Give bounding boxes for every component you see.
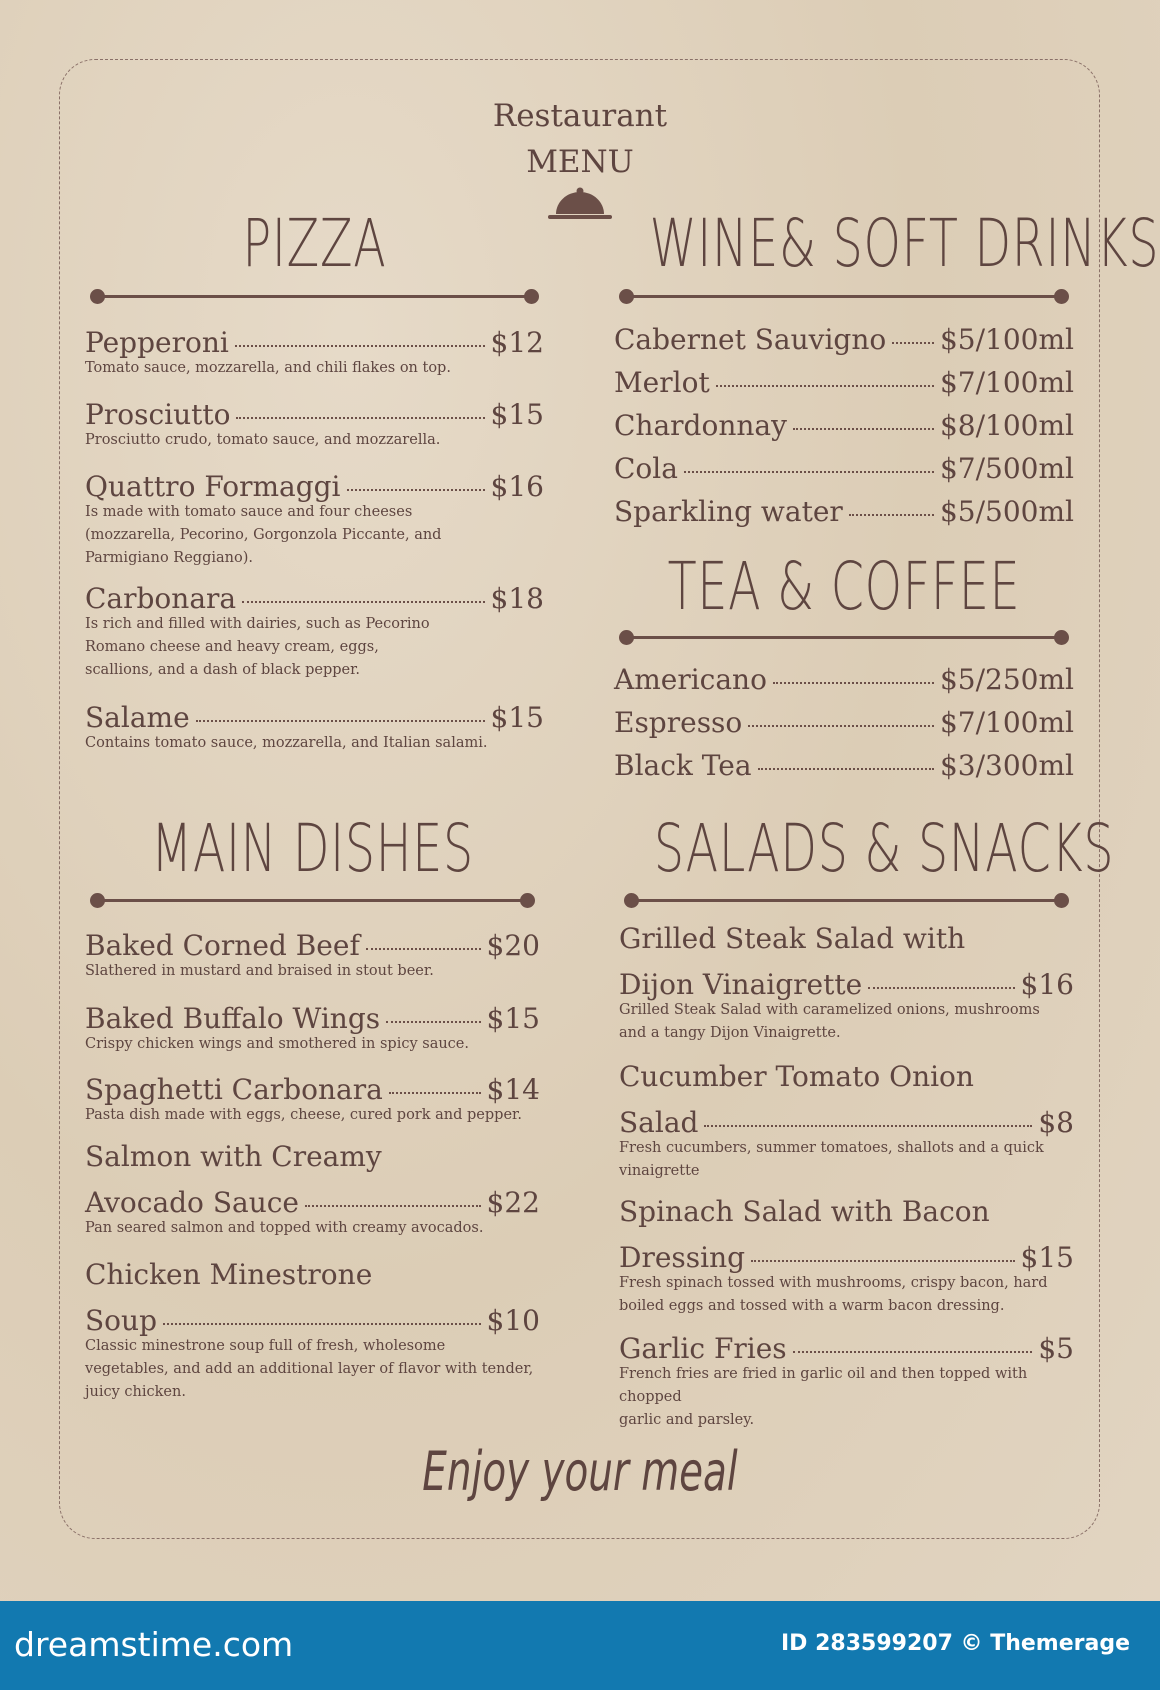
item-name: Cola xyxy=(614,452,678,485)
dot-leader xyxy=(366,948,481,950)
description-line: Is made with tomato sauce and four cheeses xyxy=(85,504,413,520)
dot-leader xyxy=(242,601,484,603)
item-name: Dressing xyxy=(619,1241,746,1274)
dot-leader xyxy=(849,514,934,516)
item-price: $18 xyxy=(490,582,544,615)
menu-item[interactable] xyxy=(619,1329,1074,1432)
item-price: $5 xyxy=(1038,1332,1074,1365)
item-price: $15 xyxy=(1020,1241,1074,1274)
description-line: scallions, and a dash of black pepper. xyxy=(85,662,361,678)
footer-brand[interactable]: dreamstime.com xyxy=(14,1625,294,1664)
dot-leader xyxy=(389,1092,481,1094)
item-row xyxy=(614,406,1074,446)
item-name: Chicken Minestrone xyxy=(85,1258,373,1291)
item-name: Prosciutto xyxy=(85,398,231,431)
item-price: $16 xyxy=(490,470,544,503)
item-price: $5/250ml xyxy=(939,663,1074,696)
dot-leader xyxy=(684,471,934,473)
dot-leader xyxy=(892,342,934,344)
item-name: Avocado Sauce xyxy=(85,1186,299,1219)
section-heading-main: MAIN DISHES xyxy=(151,810,474,887)
description-line: Pan seared salmon and topped with creamy avocados. xyxy=(85,1220,484,1236)
item-description xyxy=(619,1363,1074,1432)
item-name: Spaghetti Carbonara xyxy=(85,1073,383,1106)
restaurant-title: Restaurant xyxy=(492,98,668,134)
item-price: $15 xyxy=(490,398,544,431)
item-price: $10 xyxy=(486,1304,540,1337)
closing-message: Enjoy your meal xyxy=(422,1440,738,1503)
item-description xyxy=(85,732,544,755)
item-description xyxy=(85,357,544,380)
description-line: Slathered in mustard and braised in stout beer. xyxy=(85,963,434,979)
description-line: French fries are fried in garlic oil and then topped with chopped xyxy=(619,1366,1028,1405)
item-description xyxy=(85,1104,540,1127)
description-line: Crispy chicken wings and smothered in spicy sauce. xyxy=(85,1036,469,1052)
item-name: Soup xyxy=(85,1304,157,1337)
description-line: Fresh cucumbers, summer tomatoes, shallots and a quick xyxy=(619,1140,1044,1156)
menu-item[interactable] xyxy=(614,703,1074,743)
item-name: Merlot xyxy=(614,366,710,399)
cloche-icon xyxy=(546,186,614,222)
menu-item[interactable] xyxy=(614,449,1074,489)
item-price: $5/100ml xyxy=(939,323,1074,356)
section-heading-tea: TEA & COFFEE xyxy=(667,548,1021,625)
section-heading-salads: SALADS & SNACKS xyxy=(653,810,1115,887)
section-heading-pizza: PIZZA xyxy=(242,205,387,282)
menu-item[interactable] xyxy=(85,323,544,380)
item-name: Grilled Steak Salad with xyxy=(619,922,966,955)
item-row xyxy=(614,363,1074,403)
item-name: Quattro Formaggi xyxy=(85,470,341,503)
item-name: Spinach Salad with Bacon xyxy=(619,1195,990,1228)
item-price: $8/100ml xyxy=(939,409,1074,442)
description-line: Grilled Steak Salad with caramelized onions, mushrooms xyxy=(619,1002,1040,1018)
description-line: Parmigiano Reggiano). xyxy=(85,550,253,566)
item-description xyxy=(619,1137,1074,1183)
menu-item[interactable] xyxy=(614,492,1074,532)
dot-leader xyxy=(235,345,485,347)
dot-leader xyxy=(163,1323,481,1325)
item-row xyxy=(614,746,1074,786)
item-price: $20 xyxy=(486,929,540,962)
item-price: $16 xyxy=(1020,968,1074,1001)
menu-item[interactable] xyxy=(85,1070,540,1127)
description-line: Romano cheese and heavy cream, eggs, xyxy=(85,639,379,655)
section-divider xyxy=(626,295,1062,298)
description-line: Is rich and filled with dairies, such as Pecorino xyxy=(85,616,430,632)
item-name: Baked Buffalo Wings xyxy=(85,1002,381,1035)
menu-item[interactable] xyxy=(614,406,1074,446)
item-price: $7/100ml xyxy=(939,706,1074,739)
item-name: Salad xyxy=(619,1106,699,1139)
item-name: Cabernet Sauvigno xyxy=(614,323,887,356)
item-row xyxy=(614,703,1074,743)
menu-item[interactable] xyxy=(614,746,1074,786)
menu-item[interactable] xyxy=(85,1137,540,1240)
menu-item[interactable] xyxy=(619,919,1074,1045)
description-line: Classic minestrone soup full of fresh, wholesome xyxy=(85,1338,446,1354)
item-description xyxy=(85,429,544,452)
item-row xyxy=(614,492,1074,532)
dot-leader xyxy=(868,987,1014,989)
dot-leader xyxy=(793,428,934,430)
dot-leader xyxy=(347,489,485,491)
item-name: Salame xyxy=(85,701,190,734)
item-name: Dijon Vinaigrette xyxy=(619,968,863,1001)
item-description xyxy=(619,1272,1074,1318)
description-line: boiled eggs and tossed with a warm bacon dressing. xyxy=(619,1298,1005,1314)
dot-leader xyxy=(793,1351,1033,1353)
item-name: Black Tea xyxy=(614,749,752,782)
description-line: vegetables, and add an additional layer of flavor with tender, xyxy=(85,1361,534,1377)
item-price: $14 xyxy=(486,1073,540,1106)
item-description xyxy=(619,999,1074,1045)
menu-title: MENU xyxy=(526,144,634,180)
description-line: Pasta dish made with eggs, cheese, cured pork and pepper. xyxy=(85,1107,522,1123)
description-line: Tomato sauce, mozzarella, and chili flakes on top. xyxy=(85,360,451,376)
item-name: Pepperoni xyxy=(85,326,229,359)
item-description xyxy=(85,1217,540,1240)
item-price: $12 xyxy=(490,326,544,359)
menu-item[interactable] xyxy=(85,579,544,682)
dot-leader xyxy=(773,682,934,684)
item-name: Americano xyxy=(614,663,767,696)
item-description xyxy=(85,613,544,682)
item-name: Garlic Fries xyxy=(619,1332,787,1365)
menu-item[interactable] xyxy=(85,1255,540,1404)
item-price: $5/500ml xyxy=(939,495,1074,528)
description-line: garlic and parsley. xyxy=(619,1412,755,1428)
menu-item[interactable] xyxy=(619,1057,1074,1183)
dot-leader xyxy=(748,725,934,727)
footer-bar xyxy=(0,1601,1160,1690)
menu-item[interactable] xyxy=(614,320,1074,360)
item-row xyxy=(614,320,1074,360)
item-name: Baked Corned Beef xyxy=(85,929,360,962)
item-price: $15 xyxy=(490,701,544,734)
item-name: Salmon with Creamy xyxy=(85,1140,382,1173)
menu-item[interactable] xyxy=(85,926,540,983)
menu-item[interactable] xyxy=(85,698,544,755)
item-row xyxy=(614,449,1074,489)
item-price: $7/500ml xyxy=(939,452,1074,485)
section-divider xyxy=(626,636,1062,639)
menu-item[interactable] xyxy=(614,660,1074,700)
dot-leader xyxy=(704,1125,1032,1127)
item-description xyxy=(85,960,540,983)
item-name: Cucumber Tomato Onion xyxy=(619,1060,974,1093)
description-line: vinaigrette xyxy=(619,1163,700,1179)
item-price: $7/100ml xyxy=(939,366,1074,399)
item-price: $8 xyxy=(1038,1106,1074,1139)
item-name: Carbonara xyxy=(85,582,237,615)
section-divider xyxy=(97,295,532,298)
menu-item[interactable] xyxy=(85,395,544,452)
description-line: (mozzarella, Pecorino, Gorgonzola Piccante, and xyxy=(85,527,442,543)
description-line: Fresh spinach tossed with mushrooms, crispy bacon, hard xyxy=(619,1275,1048,1291)
item-price: $15 xyxy=(486,1002,540,1035)
dot-leader xyxy=(196,720,485,722)
description-line: Contains tomato sauce, mozzarella, and Italian salami. xyxy=(85,735,488,751)
dot-leader xyxy=(305,1205,481,1207)
dot-leader xyxy=(386,1021,480,1023)
description-line: and a tangy Dijon Vinaigrette. xyxy=(619,1025,841,1041)
menu-item[interactable] xyxy=(85,467,544,570)
menu-item[interactable] xyxy=(614,363,1074,403)
item-row xyxy=(614,660,1074,700)
dot-leader xyxy=(236,417,484,419)
description-line: juicy chicken. xyxy=(85,1384,186,1400)
item-name: Espresso xyxy=(614,706,743,739)
section-divider xyxy=(631,899,1062,902)
item-price: $22 xyxy=(486,1186,540,1219)
dot-leader xyxy=(751,1260,1014,1262)
menu-item[interactable] xyxy=(85,999,540,1056)
item-name: Sparkling water xyxy=(614,495,843,528)
item-description xyxy=(85,1033,540,1056)
item-description xyxy=(85,501,544,570)
menu-item[interactable] xyxy=(619,1192,1074,1318)
dot-leader xyxy=(758,768,934,770)
footer-credit: ID 283599207 © Themerage xyxy=(781,1631,1130,1656)
dot-leader xyxy=(716,385,934,387)
item-name: Chardonnay xyxy=(614,409,787,442)
section-heading-wine: WINE& SOFT DRINKS xyxy=(649,205,1160,282)
item-price: $3/300ml xyxy=(939,749,1074,782)
description-line: Prosciutto crudo, tomato sauce, and mozzarella. xyxy=(85,432,441,448)
section-divider xyxy=(97,899,528,902)
item-description xyxy=(85,1335,540,1404)
